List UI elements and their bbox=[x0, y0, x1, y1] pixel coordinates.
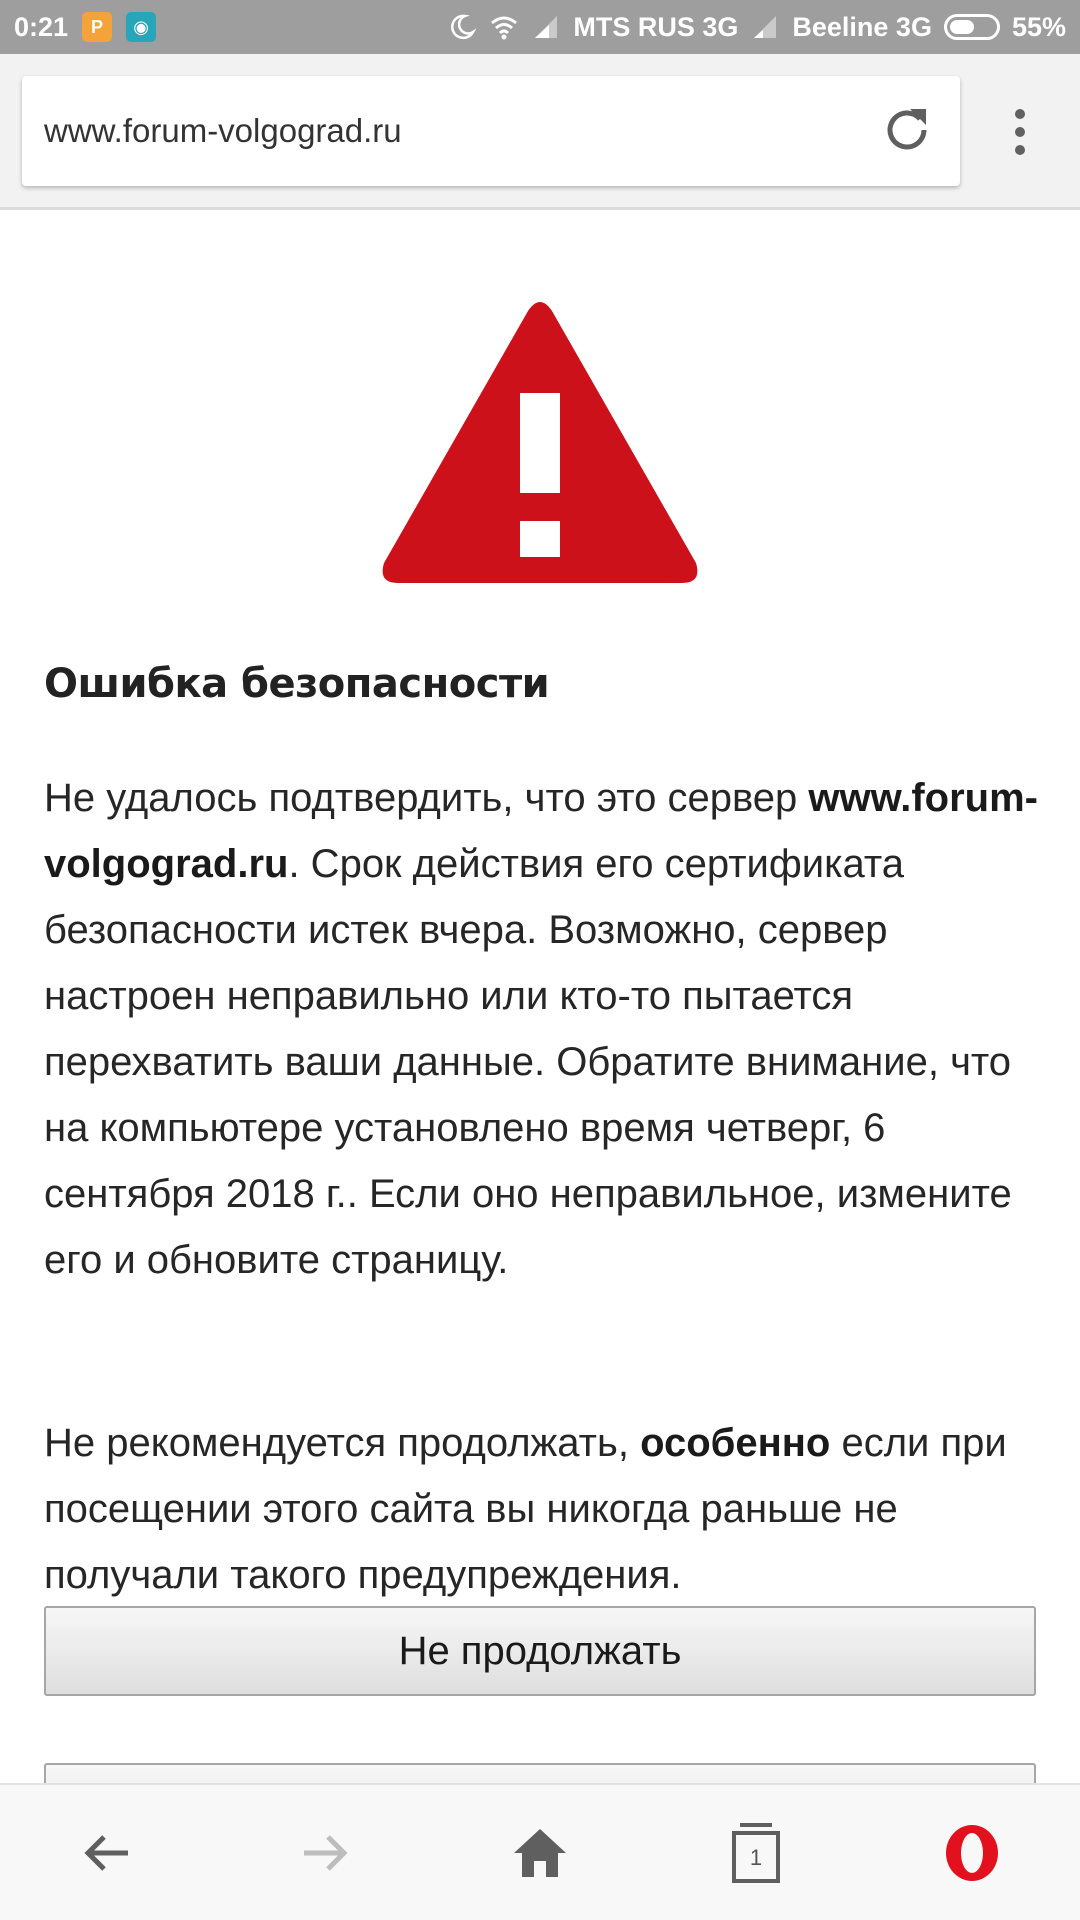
security-error-page bbox=[0, 213, 1080, 1783]
signal-strength-icon bbox=[531, 12, 561, 42]
status-time: 0:21 bbox=[14, 11, 69, 42]
warning-recommendation: Не рекомендуется продолжать, особенно если при посещении этого сайта вы никогда раньше не получали такого предупреждения. bbox=[44, 1421, 1007, 1597]
do-not-proceed-button[interactable]: Не продолжать bbox=[44, 1606, 1036, 1696]
back-button[interactable] bbox=[72, 1817, 144, 1889]
notification-app-icon: P bbox=[82, 12, 112, 42]
do-not-disturb-moon-icon bbox=[447, 12, 477, 42]
tabs-button[interactable] bbox=[720, 1817, 792, 1889]
notification-app-icon: ◉ bbox=[126, 12, 156, 42]
carrier-1-label: MTS RUS 3G bbox=[573, 11, 739, 42]
more-vert-icon[interactable] bbox=[1000, 104, 1040, 160]
page-title: Ошибка безопасности bbox=[44, 661, 550, 707]
wifi-icon bbox=[489, 12, 519, 42]
forward-arrow-icon bbox=[296, 1825, 352, 1881]
server-domain: www.forum-volgograd.ru bbox=[44, 776, 1038, 886]
url-text[interactable]: www.forum-volgograd.ru bbox=[44, 112, 402, 149]
home-icon bbox=[510, 1825, 570, 1881]
signal-strength-icon bbox=[750, 12, 780, 42]
warning-triangle-icon bbox=[378, 293, 702, 593]
address-bar[interactable] bbox=[22, 76, 960, 186]
reload-icon[interactable] bbox=[880, 103, 934, 157]
error-description: Не удалось подтвердить, что это сервер www.forum-volgograd.ru. Срок действия его сертификата безопасности истек вчера. Возможно, сервер настроен неправильно или кто-то пытается перехватить ваши данные. Обратите внимание, что на компьютере установлено время четверг, 6 сентября 2018 г.. Если оно неправильное, измените его и обновите страницу. bbox=[44, 776, 1038, 1282]
advanced-button[interactable] bbox=[44, 1763, 1036, 1783]
carrier-2-label: Beeline 3G bbox=[792, 11, 932, 42]
battery-percent: 55% bbox=[1011, 11, 1066, 42]
back-arrow-icon bbox=[80, 1825, 136, 1881]
tabs-count: 1 bbox=[749, 1845, 763, 1870]
forward-button[interactable] bbox=[288, 1817, 360, 1889]
status-bar bbox=[0, 0, 1080, 54]
home-button[interactable] bbox=[504, 1817, 576, 1889]
emphasis-text: особенно bbox=[640, 1421, 831, 1465]
bottom-navigation bbox=[0, 1783, 1080, 1920]
opera-menu-icon bbox=[942, 1823, 1002, 1883]
browser-toolbar bbox=[0, 54, 1080, 210]
battery-icon bbox=[944, 14, 1000, 40]
opera-menu-button[interactable] bbox=[936, 1817, 1008, 1889]
